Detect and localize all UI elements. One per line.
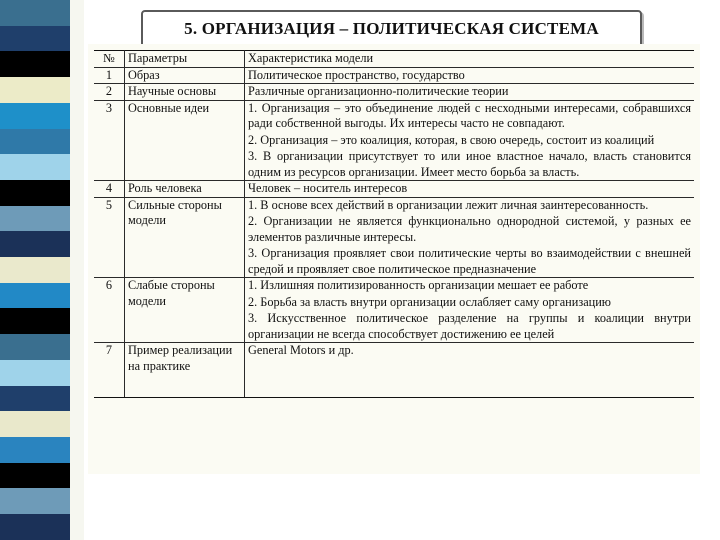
stripe-band [0,154,70,180]
slide-title-box [141,10,642,48]
table-header-row [94,51,694,68]
stripe-band [0,334,70,360]
description-paragraph: 2. Организация – это коалиция, которая, в свою очередь, состоит из коалиций [248,132,655,147]
row-parameter: Роль человека [125,181,245,198]
stripe-band [0,308,70,334]
description-paragraph: 1. Излишняя политизированность организации мешает ее работе [248,278,589,292]
table-row [94,197,694,278]
row-parameter: Сильные стороны модели [125,197,245,278]
slide-title: 5. ОРГАНИЗАЦИЯ – ПОЛИТИЧЕСКАЯ СИСТЕМА [184,19,599,38]
description-paragraph: 3. Организация проявляет свои политические черты во взаимодействии с внешней средой и проявляет свое политическое предназначение [248,246,691,276]
row-parameter: Слабые стороны модели [125,278,245,343]
stripe-band [0,514,70,540]
row-number: 6 [94,278,125,343]
description-paragraph: 3. В организации присутствует то или иное властное начало, власть становится одним из ресурсов организации. Имеет место борьба за власть. [248,149,691,179]
description-paragraph: 1. В основе всех действий в организации лежит личная заинтересованность. [248,197,649,212]
row-description [245,181,695,198]
row-description [245,67,695,84]
stripe-band [0,26,70,52]
stripe-band [0,231,70,257]
stripe-band [0,488,70,514]
row-number: 3 [94,100,125,181]
row-parameter: Основные идеи [125,100,245,181]
stripe-band [0,129,70,155]
stripe-band [0,463,70,489]
stripe-band [0,360,70,386]
row-number: 5 [94,197,125,278]
description-paragraph: 3. Искусственное политическое разделение на группы и коалиции внутри организации не всегда способствует достижению ее целей [248,311,691,341]
decorative-stripe [0,0,70,540]
row-description [245,343,695,398]
stripe-band [0,411,70,437]
row-parameter: Научные основы [125,84,245,101]
stripe-band [0,437,70,463]
description-paragraph: 1. Организация – это объединение людей с несходными интересами, собравшихся ради собственной выгоды. Их интересы часто не совпадают. [248,100,691,130]
description-paragraph: Человек – носитель интересов [248,181,408,195]
description-paragraph: 2. Организации не является функционально однородной системой, у разных ее элементов различные интересы. [248,214,691,244]
row-number: 1 [94,67,125,84]
stripe-band [0,257,70,283]
row-number: 7 [94,343,125,398]
row-description [245,100,695,181]
table-row [94,343,694,398]
stripe-band [0,0,70,26]
stripe-band [0,180,70,206]
description-paragraph: General Motors и др. [248,343,354,357]
table-row [94,67,694,84]
header-number: № [94,51,125,68]
row-description [245,84,695,101]
description-paragraph: Различные организационно-политические теории [248,84,509,98]
table-row [94,181,694,198]
description-paragraph: 2. Борьба за власть внутри организации ослабляет саму организацию [248,294,611,309]
row-description [245,278,695,343]
stripe-band [0,103,70,129]
table-row [94,84,694,101]
row-description [245,197,695,278]
header-parameters: Параметры [125,51,245,68]
row-number: 4 [94,181,125,198]
description-paragraph: Политическое пространство, государство [248,67,465,82]
stripe-band [0,51,70,77]
model-table [94,50,694,398]
stripe-band [0,77,70,103]
table-row [94,100,694,181]
row-parameter: Образ [125,67,245,84]
stripe-band [0,283,70,309]
header-characteristic: Характеристика модели [245,51,695,68]
stripe-band [0,386,70,412]
table-row [94,278,694,343]
row-number: 2 [94,84,125,101]
stripe-edge [70,0,84,540]
stripe-band [0,206,70,232]
row-parameter: Пример реализации на практике [125,343,245,398]
